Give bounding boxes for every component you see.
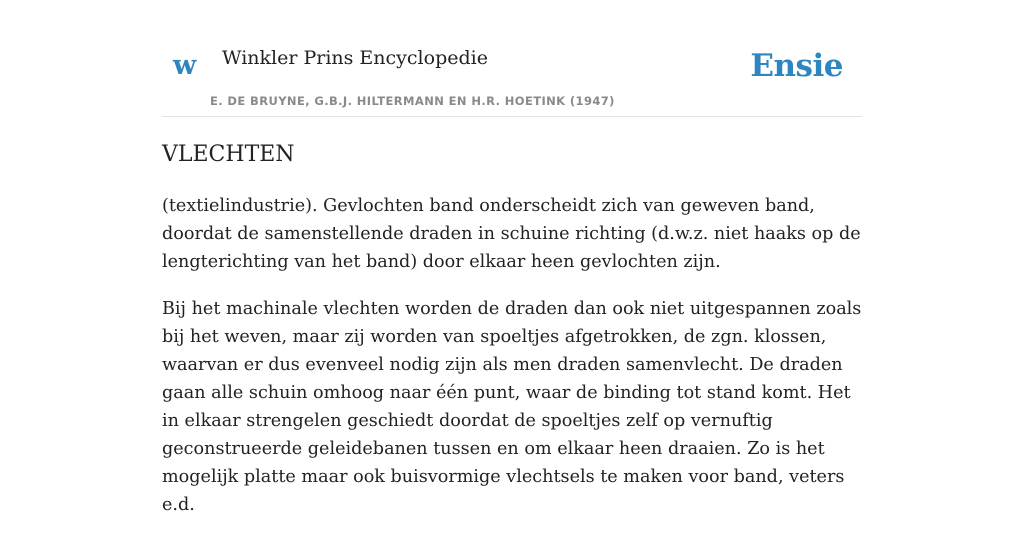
entry-title: VLECHTEN: [162, 142, 295, 167]
page: [162, 0, 862, 515]
winkler-prins-logo[interactable]: w: [173, 50, 197, 81]
entry-paragraph: Bij het machinale vlechten worden de draden dan ook niet uitgespannen zoals bij het weven, maar zij worden van spoeltjes afgetrokken, de zgn. klossen, waarvan er dus evenveel nodig zijn als men draden samenvlecht. De draden gaan alle schuin omhoog naar één punt, waar de binding tot stand komt. Het in elkaar strengelen geschiedt doordat de spoeltjes zelf op vernuftig geconstrueerde geleidebanen tussen en om elkaar heen draaien. Zo is het mogelijk platte maar ook buisvormige vlechtsels te maken voor band, veters e.d.: [162, 299, 862, 515]
publication-authors: E. DE BRUYNE, G.B.J. HILTERMANN EN H.R. HOETINK (1947): [210, 94, 615, 108]
header: [162, 0, 862, 117]
entry-body: [162, 192, 862, 538]
ensie-logo[interactable]: Ensie: [750, 48, 843, 84]
entry-paragraph: (textielindustrie). Gevlochten band onderscheidt zich van geweven band, doordat de samenstellende draden in schuine richting (d.w.z. niet haaks op de lengterichting van het band) door elkaar heen gevlochten zijn.: [162, 196, 861, 272]
publication-title[interactable]: Winkler Prins Encyclopedie: [222, 47, 488, 69]
